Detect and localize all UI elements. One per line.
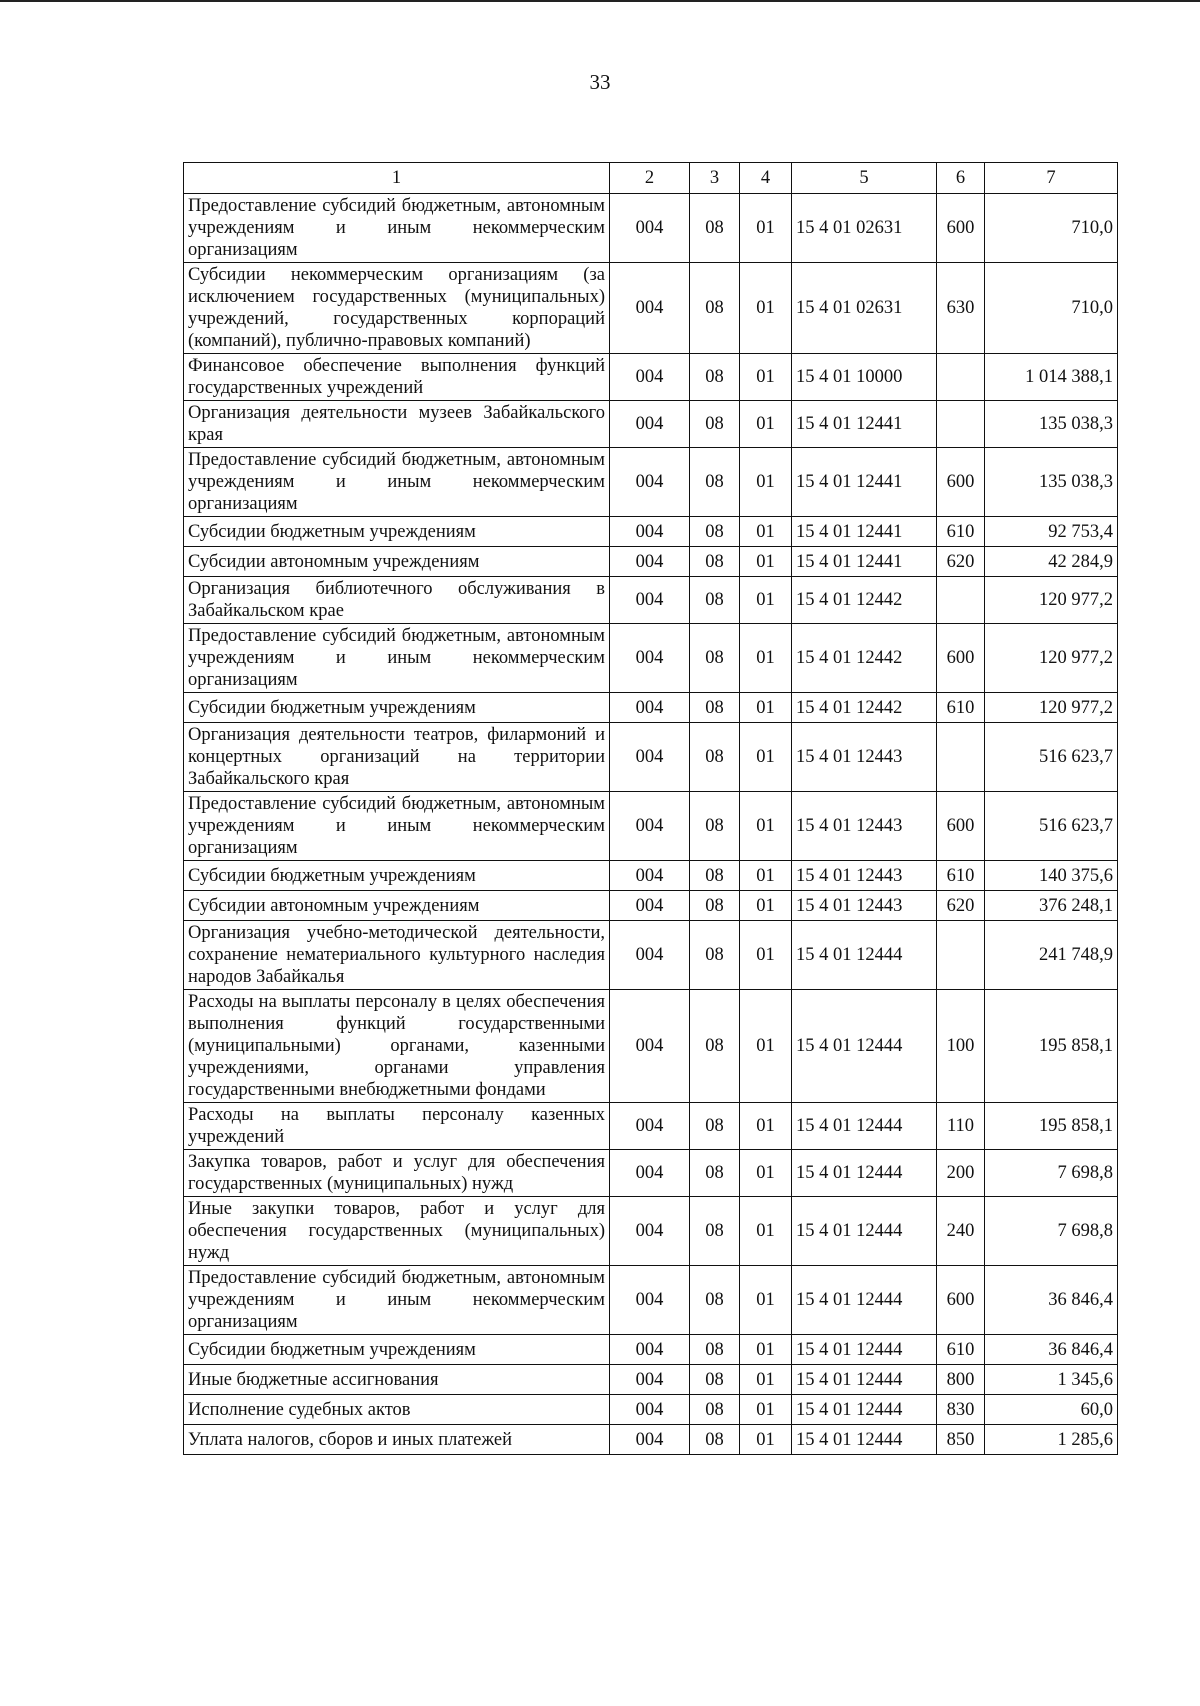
cell-subsection: 01 <box>740 577 792 624</box>
cell-expense-type <box>937 921 985 990</box>
cell-ministry-code: 004 <box>610 792 690 861</box>
cell-target-article: 15 4 01 12441 <box>792 517 937 547</box>
table-row <box>184 1395 1118 1425</box>
cell-subsection: 01 <box>740 1425 792 1455</box>
cell-ministry-code: 004 <box>610 1425 690 1455</box>
cell-name: Предоставление субсидий бюджетным, автономным учреждениям и иным некоммерческим организациям <box>184 792 610 861</box>
cell-ministry-code: 004 <box>610 693 690 723</box>
cell-amount: 135 038,3 <box>985 448 1118 517</box>
cell-amount: 120 977,2 <box>985 577 1118 624</box>
cell-amount: 120 977,2 <box>985 693 1118 723</box>
cell-expense-type: 600 <box>937 792 985 861</box>
cell-ministry-code: 004 <box>610 547 690 577</box>
cell-section: 08 <box>690 577 740 624</box>
page-number: 33 <box>589 70 611 94</box>
cell-target-article: 15 4 01 12444 <box>792 1103 937 1150</box>
cell-ministry-code: 004 <box>610 263 690 354</box>
cell-subsection: 01 <box>740 693 792 723</box>
cell-target-article: 15 4 01 12444 <box>792 1395 937 1425</box>
cell-expense-type <box>937 723 985 792</box>
cell-ministry-code: 004 <box>610 624 690 693</box>
cell-amount: 60,0 <box>985 1395 1118 1425</box>
cell-expense-type: 610 <box>937 1335 985 1365</box>
cell-ministry-code: 004 <box>610 861 690 891</box>
cell-amount: 140 375,6 <box>985 861 1118 891</box>
cell-subsection: 01 <box>740 792 792 861</box>
cell-amount: 241 748,9 <box>985 921 1118 990</box>
cell-subsection: 01 <box>740 194 792 263</box>
cell-amount: 516 623,7 <box>985 723 1118 792</box>
cell-subsection: 01 <box>740 1335 792 1365</box>
cell-section: 08 <box>690 624 740 693</box>
cell-amount: 710,0 <box>985 194 1118 263</box>
header-row <box>184 163 1118 194</box>
table-row <box>184 194 1118 263</box>
cell-subsection: 01 <box>740 547 792 577</box>
cell-expense-type: 200 <box>937 1150 985 1197</box>
cell-subsection: 01 <box>740 921 792 990</box>
cell-target-article: 15 4 01 10000 <box>792 354 937 401</box>
cell-expense-type: 800 <box>937 1365 985 1395</box>
cell-ministry-code: 004 <box>610 891 690 921</box>
cell-name: Исполнение судебных актов <box>184 1395 610 1425</box>
table-row <box>184 1103 1118 1150</box>
cell-section: 08 <box>690 448 740 517</box>
cell-target-article: 15 4 01 12444 <box>792 990 937 1103</box>
cell-target-article: 15 4 01 12444 <box>792 1365 937 1395</box>
cell-amount: 120 977,2 <box>985 624 1118 693</box>
cell-subsection: 01 <box>740 1266 792 1335</box>
cell-ministry-code: 004 <box>610 1335 690 1365</box>
cell-target-article: 15 4 01 12444 <box>792 1425 937 1455</box>
cell-target-article: 15 4 01 02631 <box>792 263 937 354</box>
cell-section: 08 <box>690 1425 740 1455</box>
cell-ministry-code: 004 <box>610 194 690 263</box>
cell-subsection: 01 <box>740 1197 792 1266</box>
cell-name: Организация библиотечного обслуживания в Забайкальском крае <box>184 577 610 624</box>
cell-subsection: 01 <box>740 1150 792 1197</box>
cell-ministry-code: 004 <box>610 401 690 448</box>
cell-amount: 42 284,9 <box>985 547 1118 577</box>
cell-amount: 710,0 <box>985 263 1118 354</box>
table-row <box>184 354 1118 401</box>
cell-expense-type: 620 <box>937 891 985 921</box>
cell-section: 08 <box>690 194 740 263</box>
table-row <box>184 990 1118 1103</box>
cell-target-article: 15 4 01 12442 <box>792 577 937 624</box>
cell-ministry-code: 004 <box>610 990 690 1103</box>
cell-target-article: 15 4 01 12443 <box>792 861 937 891</box>
cell-name: Субсидии автономным учреждениям <box>184 547 610 577</box>
cell-ministry-code: 004 <box>610 1266 690 1335</box>
table-row <box>184 1365 1118 1395</box>
cell-ministry-code: 004 <box>610 723 690 792</box>
cell-name: Организация учебно-методической деятельности, сохранение нематериального культурного наследия народов Забайкалья <box>184 921 610 990</box>
cell-ministry-code: 004 <box>610 1150 690 1197</box>
cell-expense-type: 600 <box>937 624 985 693</box>
cell-section: 08 <box>690 792 740 861</box>
cell-section: 08 <box>690 1150 740 1197</box>
cell-ministry-code: 004 <box>610 1197 690 1266</box>
cell-name: Субсидии бюджетным учреждениям <box>184 861 610 891</box>
table-body <box>184 194 1118 1455</box>
cell-target-article: 15 4 01 12443 <box>792 723 937 792</box>
header-col-7: 7 <box>985 163 1118 194</box>
cell-name: Субсидии бюджетным учреждениям <box>184 517 610 547</box>
cell-section: 08 <box>690 990 740 1103</box>
cell-ministry-code: 004 <box>610 448 690 517</box>
cell-subsection: 01 <box>740 1365 792 1395</box>
cell-name: Предоставление субсидий бюджетным, автономным учреждениям и иным некоммерческим организациям <box>184 448 610 517</box>
cell-subsection: 01 <box>740 1103 792 1150</box>
cell-expense-type <box>937 401 985 448</box>
cell-target-article: 15 4 01 02631 <box>792 194 937 263</box>
cell-target-article: 15 4 01 12443 <box>792 891 937 921</box>
cell-expense-type: 620 <box>937 547 985 577</box>
cell-ministry-code: 004 <box>610 517 690 547</box>
cell-amount: 195 858,1 <box>985 1103 1118 1150</box>
cell-amount: 1 014 388,1 <box>985 354 1118 401</box>
header-col-3: 3 <box>690 163 740 194</box>
cell-target-article: 15 4 01 12444 <box>792 1197 937 1266</box>
cell-section: 08 <box>690 891 740 921</box>
cell-subsection: 01 <box>740 891 792 921</box>
cell-section: 08 <box>690 1335 740 1365</box>
cell-name: Предоставление субсидий бюджетным, автономным учреждениям и иным некоммерческим организациям <box>184 1266 610 1335</box>
cell-target-article: 15 4 01 12441 <box>792 401 937 448</box>
cell-target-article: 15 4 01 12441 <box>792 547 937 577</box>
cell-name: Предоставление субсидий бюджетным, автономным учреждениям и иным некоммерческим организациям <box>184 194 610 263</box>
cell-ministry-code: 004 <box>610 1103 690 1150</box>
cell-amount: 1 285,6 <box>985 1425 1118 1455</box>
header-col-4: 4 <box>740 163 792 194</box>
cell-expense-type: 850 <box>937 1425 985 1455</box>
cell-ministry-code: 004 <box>610 921 690 990</box>
cell-section: 08 <box>690 1197 740 1266</box>
cell-name: Иные бюджетные ассигнования <box>184 1365 610 1395</box>
cell-name: Организация деятельности театров, филармоний и концертных организаций на территории Забайкальского края <box>184 723 610 792</box>
cell-name: Расходы на выплаты персоналу казенных учреждений <box>184 1103 610 1150</box>
cell-subsection: 01 <box>740 624 792 693</box>
cell-section: 08 <box>690 921 740 990</box>
cell-expense-type <box>937 577 985 624</box>
cell-expense-type: 600 <box>937 194 985 263</box>
table-row <box>184 448 1118 517</box>
cell-section: 08 <box>690 1266 740 1335</box>
cell-expense-type: 600 <box>937 448 985 517</box>
cell-name: Уплата налогов, сборов и иных платежей <box>184 1425 610 1455</box>
cell-subsection: 01 <box>740 1395 792 1425</box>
cell-expense-type: 610 <box>937 693 985 723</box>
cell-amount: 195 858,1 <box>985 990 1118 1103</box>
cell-name: Предоставление субсидий бюджетным, автономным учреждениям и иным некоммерческим организациям <box>184 624 610 693</box>
cell-section: 08 <box>690 723 740 792</box>
table-row <box>184 517 1118 547</box>
cell-amount: 1 345,6 <box>985 1365 1118 1395</box>
table-row <box>184 624 1118 693</box>
cell-subsection: 01 <box>740 401 792 448</box>
cell-name: Иные закупки товаров, работ и услуг для обеспечения государственных (муниципальных) нужд <box>184 1197 610 1266</box>
cell-expense-type <box>937 354 985 401</box>
table-row <box>184 861 1118 891</box>
cell-amount: 7 698,8 <box>985 1197 1118 1266</box>
cell-amount: 376 248,1 <box>985 891 1118 921</box>
cell-ministry-code: 004 <box>610 354 690 401</box>
cell-subsection: 01 <box>740 354 792 401</box>
cell-expense-type: 610 <box>937 517 985 547</box>
cell-section: 08 <box>690 693 740 723</box>
table-row <box>184 1266 1118 1335</box>
table-row <box>184 577 1118 624</box>
cell-name: Расходы на выплаты персоналу в целях обеспечения выполнения функций государственными (муниципальными) органами, казенными учреждениями, органами управления государственными внебюджетными фондами <box>184 990 610 1103</box>
cell-name: Субсидии бюджетным учреждениям <box>184 1335 610 1365</box>
cell-section: 08 <box>690 1103 740 1150</box>
cell-expense-type: 100 <box>937 990 985 1103</box>
cell-section: 08 <box>690 547 740 577</box>
cell-name: Организация деятельности музеев Забайкальского края <box>184 401 610 448</box>
cell-amount: 135 038,3 <box>985 401 1118 448</box>
cell-target-article: 15 4 01 12444 <box>792 1150 937 1197</box>
cell-section: 08 <box>690 1365 740 1395</box>
header-col-1: 1 <box>184 163 610 194</box>
table-row <box>184 1335 1118 1365</box>
header-col-2: 2 <box>610 163 690 194</box>
top-border-line <box>0 0 1200 2</box>
cell-subsection: 01 <box>740 517 792 547</box>
budget-table <box>183 162 1118 1455</box>
table-row <box>184 693 1118 723</box>
cell-name: Закупка товаров, работ и услуг для обеспечения государственных (муниципальных) нужд <box>184 1150 610 1197</box>
cell-expense-type: 240 <box>937 1197 985 1266</box>
cell-section: 08 <box>690 1395 740 1425</box>
cell-target-article: 15 4 01 12444 <box>792 921 937 990</box>
cell-target-article: 15 4 01 12441 <box>792 448 937 517</box>
cell-subsection: 01 <box>740 263 792 354</box>
cell-subsection: 01 <box>740 448 792 517</box>
cell-target-article: 15 4 01 12443 <box>792 792 937 861</box>
table-row <box>184 792 1118 861</box>
table-row <box>184 1425 1118 1455</box>
cell-amount: 36 846,4 <box>985 1335 1118 1365</box>
cell-name: Финансовое обеспечение выполнения функций государственных учреждений <box>184 354 610 401</box>
cell-ministry-code: 004 <box>610 1365 690 1395</box>
cell-section: 08 <box>690 401 740 448</box>
cell-target-article: 15 4 01 12444 <box>792 1266 937 1335</box>
table-row <box>184 921 1118 990</box>
cell-amount: 92 753,4 <box>985 517 1118 547</box>
cell-amount: 7 698,8 <box>985 1150 1118 1197</box>
cell-expense-type: 110 <box>937 1103 985 1150</box>
header-col-6: 6 <box>937 163 985 194</box>
cell-subsection: 01 <box>740 861 792 891</box>
cell-section: 08 <box>690 354 740 401</box>
cell-expense-type: 610 <box>937 861 985 891</box>
table-row <box>184 263 1118 354</box>
cell-target-article: 15 4 01 12442 <box>792 624 937 693</box>
cell-subsection: 01 <box>740 723 792 792</box>
table-row <box>184 547 1118 577</box>
table-row <box>184 723 1118 792</box>
cell-subsection: 01 <box>740 990 792 1103</box>
cell-expense-type: 830 <box>937 1395 985 1425</box>
cell-target-article: 15 4 01 12444 <box>792 1335 937 1365</box>
header-col-5: 5 <box>792 163 937 194</box>
cell-name: Субсидии автономным учреждениям <box>184 891 610 921</box>
cell-name: Субсидии бюджетным учреждениям <box>184 693 610 723</box>
cell-expense-type: 600 <box>937 1266 985 1335</box>
cell-expense-type: 630 <box>937 263 985 354</box>
table-row <box>184 891 1118 921</box>
cell-section: 08 <box>690 861 740 891</box>
cell-ministry-code: 004 <box>610 577 690 624</box>
cell-target-article: 15 4 01 12442 <box>792 693 937 723</box>
cell-section: 08 <box>690 263 740 354</box>
table-row <box>184 1150 1118 1197</box>
table-row <box>184 401 1118 448</box>
cell-amount: 36 846,4 <box>985 1266 1118 1335</box>
cell-name: Субсидии некоммерческим организациям (за исключением государственных (муниципальных) учреждений, государственных корпораций (компаний), публично-правовых компаний) <box>184 263 610 354</box>
cell-section: 08 <box>690 517 740 547</box>
cell-amount: 516 623,7 <box>985 792 1118 861</box>
cell-ministry-code: 004 <box>610 1395 690 1425</box>
table-row <box>184 1197 1118 1266</box>
